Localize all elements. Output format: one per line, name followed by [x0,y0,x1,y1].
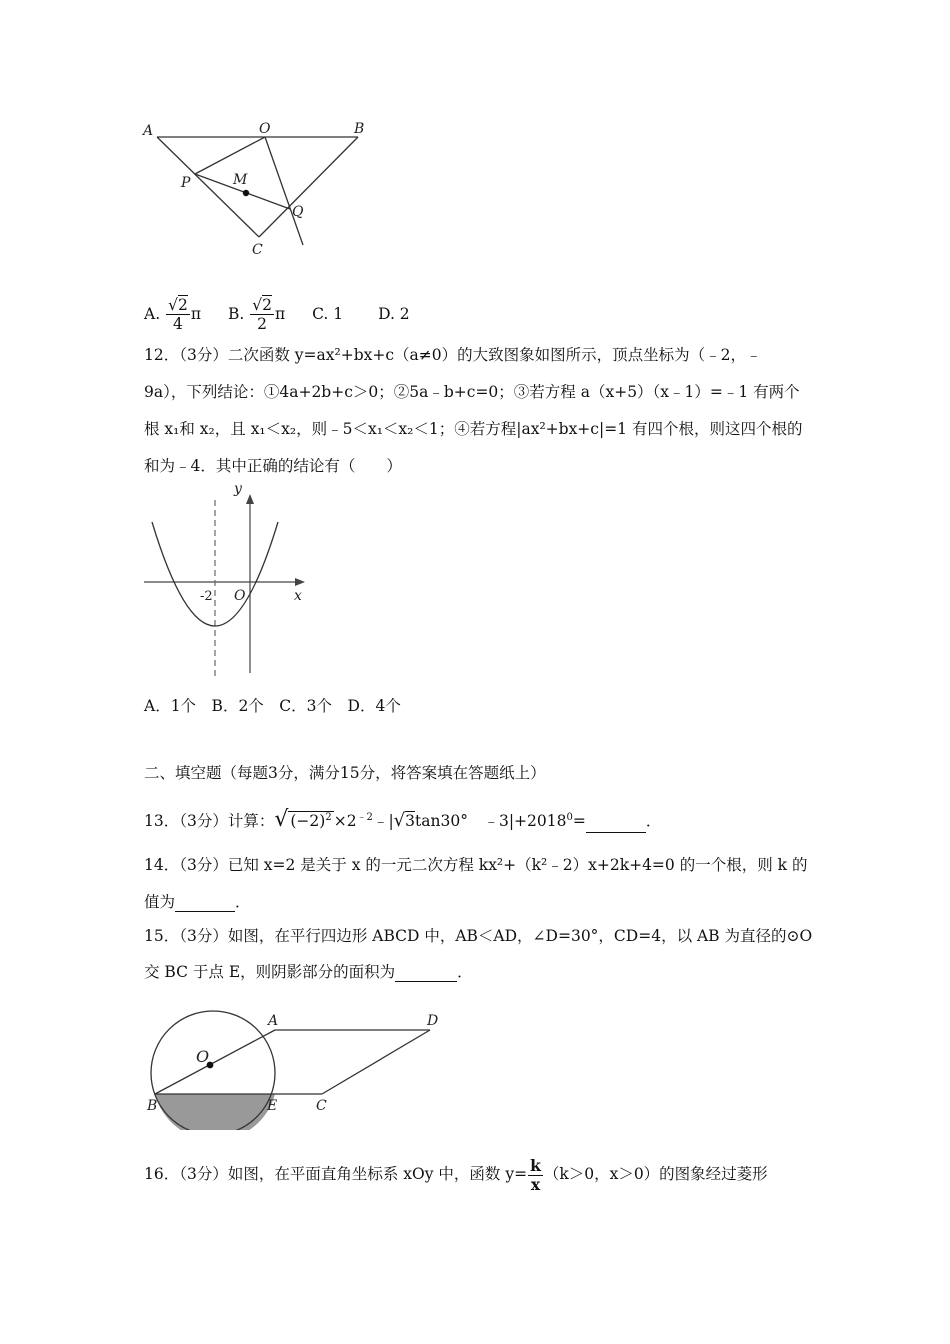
label-c: C [316,1098,327,1114]
q12-line-2: 9a），下列结论：①4a+2b+c＞0；②5a﹣b+c=0；③若方程 a（x+5）（x﹣1）=﹣1 有两个 [144,383,800,401]
q12-line-3: 根 x₁和 x₂，且 x₁＜x₂，则﹣5＜x₁＜x₂＜1；④若方程|ax²+bx+c|=1 有四个根，则这四个根的 [144,420,803,438]
label-y: y [234,481,242,497]
label-o: O [196,1047,210,1066]
fraction: $\frac{√2}{4}$ [168,296,188,333]
label-b: B [147,1098,158,1114]
q11-options [144,296,410,333]
label-neg2: -2 [200,589,213,604]
q15-line-1: 15．（3分）如图，在平行四边形 ABCD 中，AB＜AD，∠D=30°，CD=4，以 AB 为直径的⊙O [144,927,813,945]
y-axis-arrow-icon [246,494,254,504]
q14-line-2: 值为 ． [144,893,251,911]
label-origin: O [234,588,246,604]
q11-option-c: C. 1 [312,304,344,323]
figure-q12 [140,478,320,678]
q12-line-1: 12．（3分）二次函数 y=ax²+bx+c（a≠0）的大致图象如图所示，顶点坐标为（﹣2，﹣ [144,346,762,364]
label-a: A [143,123,154,139]
sqrt-icon: √ [393,810,406,831]
q12-line-4: 和为﹣4．其中正确的结论有（ ） [144,457,402,475]
answer-blank[interactable] [586,814,646,833]
segment-bc [259,137,358,237]
fraction: $\frac{k}{x}$ [530,1155,541,1194]
q13-radicand: $(-2)^2$ [290,811,332,830]
answer-blank[interactable] [175,893,235,912]
label-m: M [233,172,248,188]
q14-line-1: 14．（3分）已知 x=2 是关于 x 的一元二次方程 kx²+（k²﹣2）x+2k+4=0 的一个根，则 k 的 [144,856,808,874]
q11-option-d: D. 2 [378,304,410,323]
label-e: E [267,1098,278,1114]
point-m [243,190,249,196]
label-d: D [427,1013,439,1029]
segment-cd [322,1030,430,1094]
label-x: x [294,588,302,604]
x-axis-arrow-icon [295,578,305,586]
figure-q11 [140,118,380,263]
label-c: C [252,242,263,258]
label-b: B [354,121,365,137]
fraction: $\frac{√2}{2}$ [252,296,272,333]
segment-po [195,137,265,174]
q15-line-2: 交 BC 于点 E，则阴影部分的面积为 ． [144,963,473,981]
figure-q15 [140,1010,450,1130]
segment-ab [155,1030,275,1094]
label-a: A [268,1013,279,1029]
sqrt-icon: √ [274,807,289,832]
label-q: Q [292,204,304,220]
line-oq [265,137,303,245]
q12-options: A．1个 B．2个 C．3个 D．4个 [144,697,401,715]
q13-line: 13．（3分）计算：√ $(-2)^2$ $\times 2^{﹣2}﹣|√3\tan 30^\circ$ $﹣3|+2018^0=$ ． [144,807,662,832]
q16-line: 16．（3分）如图，在平面直角坐标系 xOy 中，函数 y= $\frac{k}{x}$ （k＞0，x＞0）的图象经过菱形 [144,1155,768,1194]
label-p: P [181,175,191,191]
sqrt-icon: √ [168,296,178,314]
q11-option-a: A. $\frac{√2}{4}$ π [144,296,202,333]
section-2-heading: 二、填空题（每题3分，满分15分，将答案填在答题纸上） [144,764,546,782]
sqrt-icon: √ [252,296,263,314]
answer-blank[interactable] [395,963,457,982]
shaded-region [155,1094,278,1130]
q11-option-b: B. $\frac{√2}{2}$ π [227,296,286,333]
label-o: O [259,121,271,137]
